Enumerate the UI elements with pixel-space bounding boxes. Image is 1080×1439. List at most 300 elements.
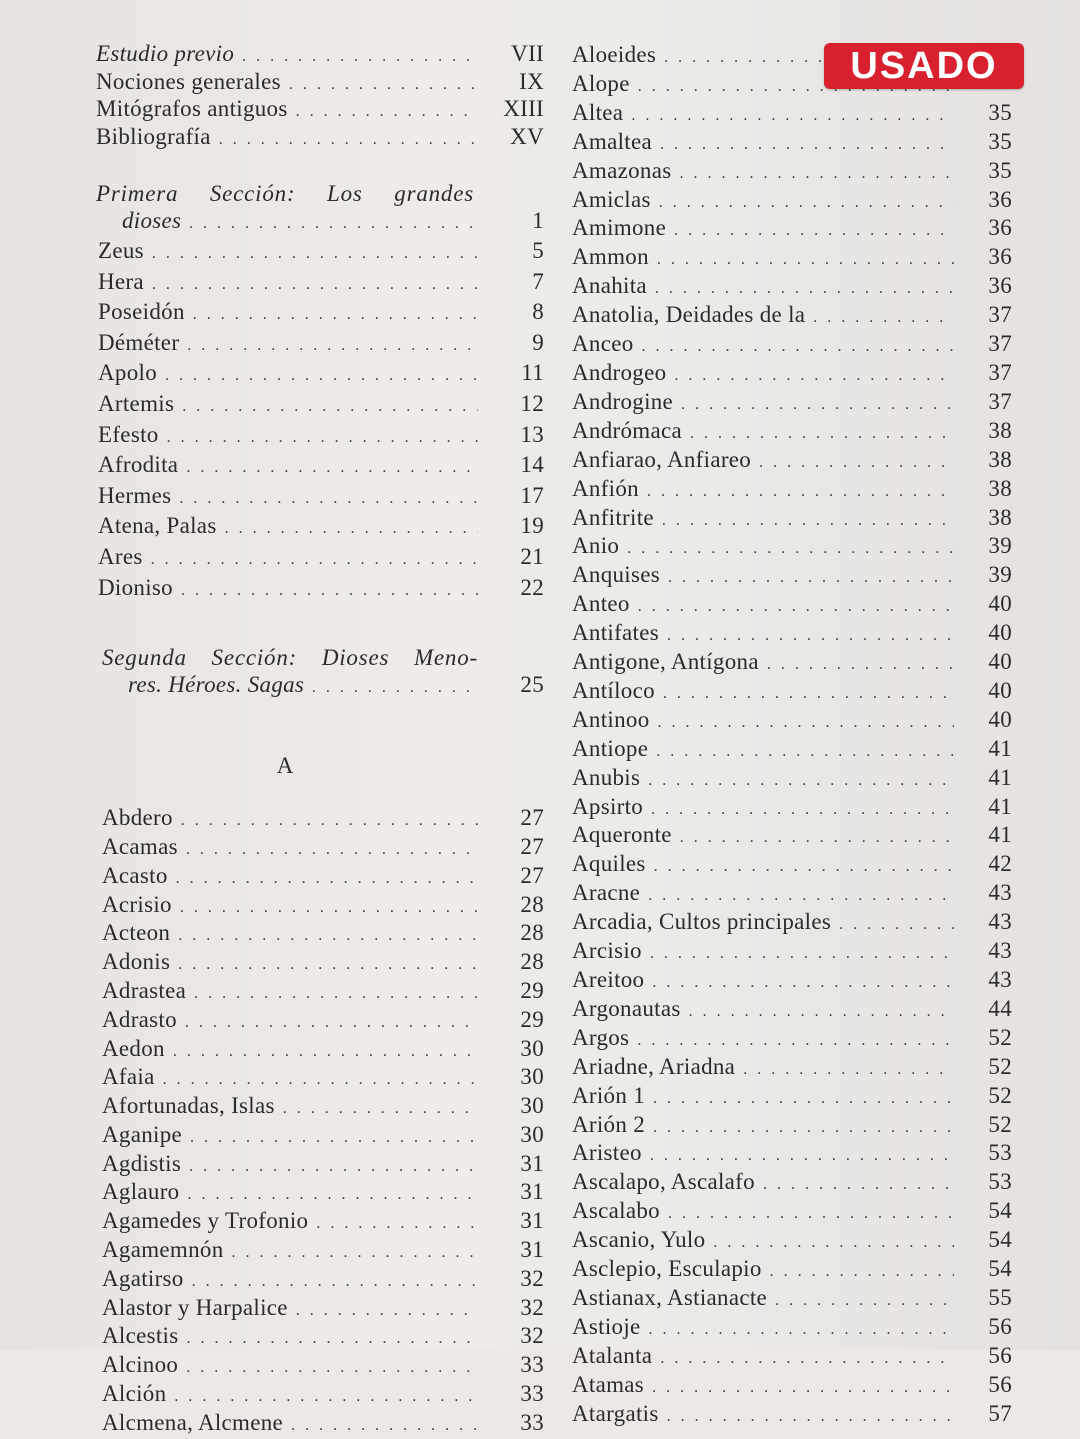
entry-page: 13 [520,421,544,447]
entry-page: 30 [520,1093,544,1119]
leader-dots [186,837,478,863]
entry-name: Acamas [102,833,178,859]
leader-dots [839,912,954,938]
entry-name: Atargatis [572,1400,659,1426]
entry-page: 33 [520,1409,544,1435]
toc-entry [96,298,544,329]
toc-entry [572,765,1012,794]
leader-dots [759,450,954,476]
entry-name: Antifates [572,620,660,646]
toc-entry [572,273,1012,302]
entry-page: 39 [988,533,1012,559]
entry-name: Argos [572,1024,630,1050]
toc-entry [572,302,1012,331]
entry-page: 17 [520,482,544,508]
entry-page: 38 [988,475,1012,501]
entry-name: Altea [572,99,624,125]
leader-dots [187,1326,479,1352]
entry-name: Ammon [572,244,649,270]
leader-dots [631,103,954,129]
entry-page: 41 [988,822,1012,848]
leader-dots [652,970,954,996]
entry-name: Poseidón [98,299,185,325]
leader-dots [648,883,954,909]
leader-dots [176,866,478,892]
letter-heading: A [276,753,294,779]
leader-dots [163,1067,478,1093]
entry-name: Acrisio [102,891,172,917]
entry-name: Arión 1 [572,1082,646,1108]
leader-dots [663,681,954,707]
entry-page: 40 [988,706,1012,732]
entry-name: Estudio previo [96,41,235,66]
toc-entry [96,42,544,70]
toc-entry [572,880,1012,909]
leader-dots [770,1259,954,1285]
section-title-word: Meno- [413,645,478,671]
entry-page: 37 [988,302,1012,328]
toc-entry [572,244,1012,273]
leader-dots [657,247,954,273]
toc-entry [96,1151,544,1180]
leader-dots [242,45,478,70]
toc-entry [572,736,1012,765]
entry-page: 33 [520,1352,544,1378]
entry-name: Areitoo [572,967,645,992]
leader-dots [647,479,954,505]
toc-entry [572,1198,1012,1227]
entry-name: Atalanta [572,1342,653,1368]
leader-dots [187,1182,478,1208]
leader-dots [654,854,954,880]
entry-page: 44 [988,995,1012,1021]
toc-entry [96,1179,544,1208]
entry-name: Alcinoo [102,1352,179,1378]
leader-dots [225,515,478,543]
leader-dots [283,1096,478,1122]
section-one-title [96,180,544,208]
leader-dots [291,1413,478,1439]
entry-name: Aqueronte [572,822,672,848]
toc-entry [96,1007,544,1036]
toc-entry [96,1093,544,1122]
leader-dots [232,1240,478,1266]
entry-name: Agamemnón [102,1237,224,1263]
entry-name: Efesto [98,421,159,447]
toc-entry [572,707,1012,736]
leader-dots [713,1230,954,1256]
leader-dots [190,1125,478,1151]
entry-page: 19 [520,513,544,539]
leader-dots [652,1375,954,1401]
entry-page: 5 [532,238,544,263]
leader-dots [152,271,478,299]
toc-entry [572,476,1012,505]
toc-entry [572,1372,1012,1401]
entry-page: 30 [520,1121,544,1147]
entry-page: 39 [988,562,1012,588]
entry-page: 40 [988,620,1012,646]
toc-entry [572,389,1012,418]
entry-name: Bibliografía [96,123,211,149]
entry-name: Anahita [572,273,647,299]
toc-entry [96,1237,544,1266]
toc-entry [572,1025,1012,1054]
toc-entry [96,237,544,268]
toc-entry [96,1352,544,1381]
toc-entry [572,1112,1012,1141]
leader-dots [656,739,954,765]
toc-entry [96,451,544,482]
entry-page: 27 [520,833,544,859]
entry-page: 30 [520,1035,544,1061]
entry-name: Agamedes y Trofonio [102,1208,309,1234]
toc-entry [572,938,1012,967]
entry-name: Aedon [102,1035,165,1061]
entry-page: 27 [520,862,544,888]
leader-dots [165,362,478,390]
entry-page: IX [519,68,544,94]
entry-name: dioses [122,208,182,233]
entry-page: 27 [520,805,544,831]
entry-page: 42 [988,851,1012,877]
entry-name: Antíloco [572,677,655,703]
entry-name: Atamas [572,1371,645,1397]
entry-name: Antiope [572,735,649,761]
toc-entry [572,533,1012,562]
toc-entry [572,100,1012,129]
entry-name: Zeus [98,238,144,263]
leader-dots [681,392,954,418]
leader-dots [174,1384,478,1410]
entry-name: Ascalabo [572,1198,660,1224]
entry-name: Antigone, Antígona [572,649,759,675]
toc-entry [96,208,544,237]
entry-name: Afortunadas, Islas [102,1093,275,1119]
entry-name: Anceo [572,331,634,357]
toc-entry [572,1256,1012,1285]
leader-dots [189,211,478,237]
entry-page: 22 [520,574,544,600]
toc-entry [96,805,544,834]
toc-entry [572,649,1012,678]
entry-page: 35 [988,99,1012,125]
entry-name: Afrodita [98,452,179,478]
entry-page: 54 [988,1198,1012,1224]
toc-entry [96,543,544,574]
entry-page: 31 [520,1237,544,1263]
toc-entry [572,1285,1012,1314]
entry-page: 41 [988,793,1012,819]
leader-dots [660,132,954,158]
leader-dots [813,305,954,331]
entry-name: Alastor y Harpalice [102,1294,288,1320]
toc-entry [96,482,544,513]
toc-entry [572,678,1012,707]
entry-name: Antinoo [572,706,650,732]
leader-dots [667,1404,954,1430]
entry-name: Anfión [572,475,639,501]
leader-dots [668,565,954,591]
leader-dots [193,301,478,329]
entry-name: Argonautas [572,995,681,1021]
toc-entry [96,97,544,125]
entry-page: 29 [520,1006,544,1032]
entry-name: Atena, Palas [98,513,217,539]
entry-name: Astianax, Astianacte [572,1284,768,1310]
entry-page: 31 [520,1208,544,1234]
entry-name: Aglauro [102,1179,180,1205]
toc-entry [572,447,1012,476]
entry-page: 37 [988,388,1012,414]
leader-dots [651,797,954,823]
toc-entry [572,822,1012,851]
entry-page: 25 [520,672,544,698]
toc-entry [96,1036,544,1065]
toc-entry [572,1401,1012,1430]
leader-dots [763,1172,954,1198]
entry-page: 53 [988,1140,1012,1166]
entry-name: Afaia [102,1064,155,1090]
entry-page: 32 [520,1294,544,1320]
entry-page: 36 [988,244,1012,270]
toc-entry [96,1266,544,1295]
entry-name: Ascanio, Yulo [572,1227,706,1253]
leader-dots [649,1317,954,1343]
entry-name: Adrasto [102,1006,177,1032]
toc-entry [96,920,544,949]
entry-name: Anquises [572,562,661,588]
entry-page: 56 [988,1371,1012,1397]
entry-page: 52 [988,1053,1012,1079]
section-title-word: Primera [96,181,179,206]
entry-page: 52 [988,1111,1012,1137]
entry-page: 1 [532,208,544,233]
entry-page: XV [510,123,544,149]
toc-entry [572,129,1012,158]
leader-dots [690,421,954,447]
toc-entry [572,1054,1012,1083]
entry-page: 40 [988,591,1012,617]
entry-name: Déméter [98,329,180,355]
entry-name: Aristeo [572,1140,642,1166]
entry-page: 43 [988,909,1012,935]
entry-name: Arcadia, Cultos principales [572,909,832,935]
toc-entry [572,794,1012,823]
leader-dots [668,1201,954,1227]
entry-name: Arión 2 [572,1111,646,1137]
leader-dots [181,577,478,605]
leader-dots [187,332,478,360]
entry-name: Acteon [102,920,171,946]
entry-page: 56 [988,1342,1012,1368]
leader-dots [219,128,478,153]
entry-page: 33 [520,1381,544,1407]
entry-page: 32 [520,1265,544,1291]
entry-page: 29 [520,977,544,1003]
entry-page: 35 [988,157,1012,183]
entry-name: Aloeides [572,42,657,67]
entry-name: Alcestis [102,1323,179,1349]
toc-entry [572,851,1012,880]
entry-page: 54 [988,1256,1012,1282]
toc-entry [96,70,544,98]
toc-entry [572,187,1012,216]
leader-dots [181,808,478,834]
entry-name: Astioje [572,1313,641,1339]
toc-entry [96,834,544,863]
entry-page: 38 [988,504,1012,530]
leader-dots [680,825,954,851]
toc-entry [572,1314,1012,1343]
leader-dots [674,218,954,244]
section-two-heading [96,644,544,672]
entry-page: 31 [520,1150,544,1176]
leader-dots [653,1115,954,1141]
used-badge: USADO [824,43,1024,89]
toc-entry [572,1140,1012,1169]
leader-dots [186,454,478,482]
entry-name: Andrómaca [572,417,682,443]
entry-name: Aganipe [102,1121,183,1147]
entry-page: 53 [988,1169,1012,1195]
leader-dots [679,161,954,187]
toc-entry [572,909,1012,938]
entry-page: 37 [988,331,1012,357]
toc-entry [96,1122,544,1151]
leader-dots [296,100,478,125]
leader-dots [289,73,478,98]
toc-entry [96,1208,544,1237]
entry-name: Anfitrite [572,504,654,530]
toc-entry [96,892,544,921]
leader-dots [189,1154,478,1180]
leader-dots [194,981,478,1007]
leader-dots [179,485,478,513]
entry-name: Acasto [102,862,168,888]
entry-page: 9 [532,329,544,355]
leader-dots [658,710,955,736]
leader-dots [312,675,478,701]
leader-dots [627,536,954,562]
entry-page: 28 [520,891,544,917]
toc-entry [96,1064,544,1093]
leader-dots [650,941,954,967]
leader-dots [775,1288,954,1314]
front-matter-list [96,42,544,152]
toc-entry [572,158,1012,187]
entry-name: Artemis [98,390,175,416]
entry-page: 11 [521,360,544,386]
toc-entry [96,125,544,153]
entry-name: Apsirto [572,793,644,819]
entry-page: 57 [988,1400,1012,1426]
entry-name: Anio [572,533,620,559]
toc-entry [96,949,544,978]
toc-entry [572,1343,1012,1372]
entry-name: Anfiarao, Anfiareo [572,446,752,472]
section-title-word: Sección: [211,645,298,671]
section-title-word: Sección: [209,181,296,206]
toc-entry [572,215,1012,244]
entry-page: 56 [988,1313,1012,1339]
entry-page: 14 [520,452,544,478]
entry-page: 41 [988,735,1012,761]
leader-dots [186,1355,478,1381]
section-one-heading [96,180,544,208]
entry-page: 43 [988,967,1012,992]
entry-name: Hermes [98,482,172,508]
toc-entry [96,1381,544,1410]
entry-page: 7 [532,268,544,294]
leader-dots [151,546,478,574]
leader-dots [662,508,954,534]
entry-page: 35 [988,128,1012,154]
toc-entry [572,591,1012,620]
left-column [96,42,544,1439]
entry-name: Abdero [102,805,173,831]
entry-name: Alcmena, Alcmene [102,1409,284,1435]
leader-dots [650,1143,954,1169]
toc-entry [572,620,1012,649]
toc-entry [96,268,544,299]
leader-dots [185,1010,478,1036]
entry-name: Dioniso [98,574,173,600]
entry-page: 41 [988,764,1012,790]
toc-entry [572,967,1012,996]
entry-name: Anteo [572,591,630,617]
toc-entry [96,574,544,605]
section-two-title [102,644,544,672]
leader-dots [182,393,478,421]
leader-dots [167,424,478,452]
entry-name: Asclepio, Esculapio [572,1256,762,1282]
entry-page: 21 [520,543,544,569]
toc-entry [96,359,544,390]
entry-page: 32 [520,1323,544,1349]
toc-entry [572,562,1012,591]
entry-page: 38 [988,446,1012,472]
entry-name: Alope [572,70,630,96]
leader-dots [178,923,478,949]
entry-name: Ascalapo, Ascalafo [572,1169,755,1195]
section-title-word: Dioses [321,645,390,671]
toc-entry [572,1169,1012,1198]
index-entries-right [572,42,1012,1430]
entry-page: 43 [988,938,1012,964]
leader-dots [178,952,478,978]
entry-name: Amiclas [572,186,651,212]
entry-name: Androgeo [572,359,667,385]
entry-page: 12 [520,390,544,416]
entry-page: VII [511,41,544,66]
entry-page: 30 [520,1064,544,1090]
entry-page: 43 [988,880,1012,906]
leader-dots [173,1039,478,1065]
toc-entry [96,863,544,892]
leader-dots [192,1269,478,1295]
entry-name: Nociones generales [96,68,281,94]
leader-dots [296,1298,478,1324]
entry-name: Amimone [572,215,667,241]
leader-dots [180,895,478,921]
leader-dots [152,240,478,268]
leader-dots [667,623,954,649]
entry-page: 28 [520,920,544,946]
entry-page: 55 [988,1284,1012,1310]
leader-dots [642,334,954,360]
entry-name: res. Héroes. Sagas [128,672,305,698]
